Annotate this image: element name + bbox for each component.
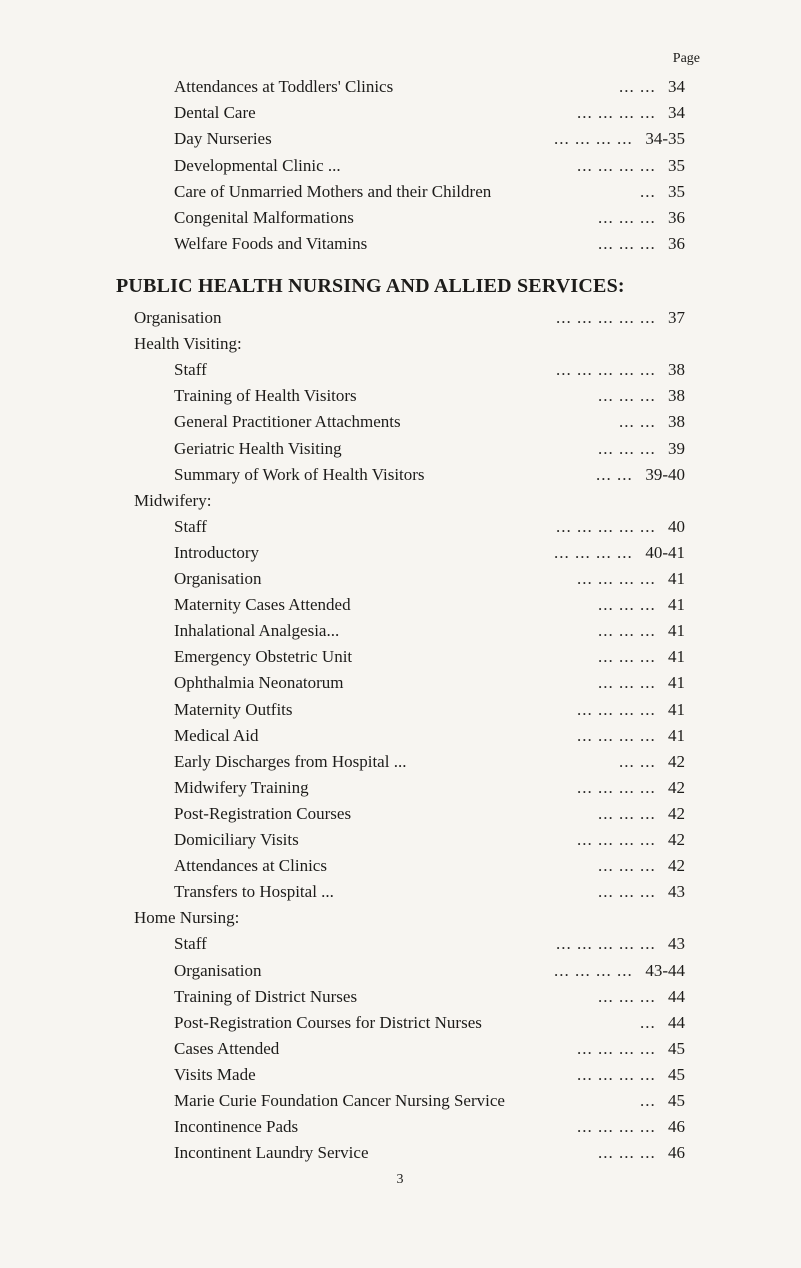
toc-entry bbox=[0, 74, 801, 100]
section-heading: PUBLIC HEALTH NURSING AND ALLIED SERVICES: bbox=[116, 275, 625, 297]
toc-leader-dots: ... ... ... ... ... bbox=[556, 934, 656, 954]
toc-entry-label: Training of District Nurses bbox=[174, 986, 358, 1006]
toc-subheading bbox=[0, 905, 801, 931]
toc-leader-dots: ... ... ... bbox=[598, 208, 656, 227]
toc-entry bbox=[0, 100, 801, 126]
toc-entry-label: Post-Registration Courses bbox=[174, 803, 352, 823]
toc-leader-dots: ... ... ... ... bbox=[577, 103, 656, 123]
toc-entry-label: Attendances at Clinics bbox=[174, 856, 327, 876]
toc-entry bbox=[0, 1088, 801, 1114]
page-column-label: Page bbox=[672, 51, 700, 66]
toc-leader-dots: ... bbox=[640, 1012, 656, 1032]
toc-entry-label: Day Nurseries bbox=[174, 129, 272, 149]
toc-page-number: 41 bbox=[668, 621, 685, 641]
toc-leader-dots: ... ... ... ... bbox=[554, 129, 633, 149]
toc-leader-dots: ... ... ... ... bbox=[577, 699, 656, 719]
toc-page-number: 35 bbox=[668, 181, 685, 201]
toc-entry-label: Developmental Clinic ... bbox=[174, 155, 341, 175]
toc-page-number: 34 bbox=[668, 103, 685, 123]
toc-subheading-label: Midwifery: bbox=[134, 490, 212, 510]
toc-page-number: 43 bbox=[668, 882, 685, 902]
toc-page-number: 46 bbox=[668, 1143, 685, 1163]
toc-entry bbox=[0, 205, 801, 231]
toc-entry bbox=[0, 749, 801, 775]
toc-page-number: 38 bbox=[668, 386, 685, 406]
toc-entry-label: Staff bbox=[174, 934, 207, 954]
toc-entry bbox=[0, 540, 801, 566]
toc-subheading-label: Health Visiting: bbox=[134, 334, 242, 354]
toc-entry-label: Transfers to Hospital ... bbox=[174, 882, 334, 902]
toc-entry bbox=[0, 409, 801, 435]
toc-entry bbox=[0, 697, 801, 723]
toc-leader-dots: ... ... bbox=[619, 412, 656, 432]
toc-page-number: 40-41 bbox=[645, 542, 685, 562]
toc-entry bbox=[0, 775, 801, 801]
toc-entry bbox=[0, 126, 801, 152]
toc-page-number: 38 bbox=[668, 360, 685, 380]
toc-leader-dots: ... ... ... ... bbox=[554, 960, 633, 980]
toc-entry-label: Staff bbox=[174, 516, 207, 536]
toc-entry-label: Midwifery Training bbox=[174, 777, 309, 797]
toc-entry bbox=[0, 958, 801, 984]
toc-page-number: 43-44 bbox=[645, 960, 685, 980]
toc-entry bbox=[0, 1010, 801, 1036]
toc-page-number: 45 bbox=[668, 1038, 685, 1058]
toc-page-number: 34-35 bbox=[645, 129, 685, 149]
toc-leader-dots: ... ... ... ... bbox=[577, 1064, 656, 1084]
toc-leader-dots: ... ... ... ... ... bbox=[556, 308, 656, 327]
toc-leader-dots: ... ... ... ... bbox=[554, 542, 633, 562]
toc-page-number: 45 bbox=[668, 1091, 685, 1110]
toc-entry-label: Welfare Foods and Vitamins bbox=[174, 234, 368, 254]
toc-leader-dots: ... ... ... bbox=[598, 856, 656, 876]
toc-entry bbox=[0, 827, 801, 853]
toc-entry bbox=[0, 1062, 801, 1088]
toc-leader-dots: ... ... bbox=[596, 464, 633, 484]
toc-page-number: 42 bbox=[668, 856, 685, 876]
toc-entry bbox=[0, 357, 801, 383]
toc-entry-label: Care of Unmarried Mothers and their Children bbox=[174, 181, 492, 201]
toc-page-number: 34 bbox=[668, 77, 685, 96]
toc-entry-label: Geriatric Health Visiting bbox=[174, 438, 342, 458]
toc-page-number: 45 bbox=[668, 1064, 685, 1084]
toc-leader-dots: ... ... ... bbox=[598, 438, 656, 458]
toc-leader-dots: ... ... ... ... ... bbox=[556, 516, 656, 536]
toc-leader-dots: ... ... ... ... ... bbox=[556, 360, 656, 380]
toc-leader-dots: ... ... ... ... bbox=[577, 569, 656, 588]
toc-entry-label: Organisation bbox=[174, 569, 262, 588]
toc-leader-dots: ... ... ... ... bbox=[577, 777, 656, 797]
toc-leader-dots: ... ... ... bbox=[598, 1143, 656, 1163]
toc-entry bbox=[0, 1140, 801, 1166]
toc-entry-label: Incontinence Pads bbox=[174, 1117, 299, 1137]
toc-leader-dots: ... ... ... ... bbox=[577, 1038, 656, 1058]
toc-entry bbox=[0, 723, 801, 749]
toc-entry bbox=[0, 592, 801, 618]
toc-page-number: 35 bbox=[668, 155, 685, 175]
toc-entry-label: Cases Attended bbox=[174, 1038, 280, 1058]
toc-entry bbox=[0, 179, 801, 205]
toc-leader-dots: ... ... ... bbox=[598, 595, 656, 615]
toc-page-number: 42 bbox=[668, 777, 685, 797]
toc-entry-label: Marie Curie Foundation Cancer Nursing Service bbox=[174, 1091, 505, 1110]
toc-page-number: 42 bbox=[668, 803, 685, 823]
toc-page-number: 37 bbox=[668, 308, 685, 327]
toc-entry-label: Training of Health Visitors bbox=[174, 386, 357, 406]
toc-entry-label: Maternity Outfits bbox=[174, 699, 293, 719]
toc-entry bbox=[0, 618, 801, 644]
toc-leader-dots: ... ... ... bbox=[598, 647, 656, 667]
toc-leader-dots: ... ... ... ... bbox=[577, 725, 656, 745]
toc-entry bbox=[0, 383, 801, 409]
toc-page-number: 41 bbox=[668, 569, 685, 588]
toc-entry bbox=[0, 801, 801, 827]
toc-leader-dots: ... ... ... bbox=[598, 986, 656, 1006]
toc-entry-label: Emergency Obstetric Unit bbox=[174, 647, 353, 667]
toc-entry-label: Ophthalmia Neonatorum bbox=[174, 673, 344, 693]
toc-entry-label: Introductory bbox=[174, 542, 259, 562]
toc-page-number: 39 bbox=[668, 438, 685, 458]
toc-leader-dots: ... ... ... ... bbox=[577, 830, 656, 849]
toc-entry bbox=[0, 879, 801, 905]
toc-page-number: 42 bbox=[668, 751, 685, 771]
toc-leader-dots: ... ... ... bbox=[598, 386, 656, 406]
toc-page-number: 41 bbox=[668, 647, 685, 667]
toc-entry-label: Maternity Cases Attended bbox=[174, 595, 351, 615]
toc-leader-dots: ... ... ... bbox=[598, 673, 656, 693]
toc-entry-label: Attendances at Toddlers' Clinics bbox=[174, 77, 394, 96]
toc-leader-dots: ... ... ... bbox=[598, 882, 656, 902]
toc-entry-label: Staff bbox=[174, 360, 207, 380]
toc-page-number: 42 bbox=[668, 830, 685, 849]
toc-page-number: 44 bbox=[668, 1012, 685, 1032]
toc-leader-dots: ... ... ... bbox=[598, 803, 656, 823]
toc-entry bbox=[0, 984, 801, 1010]
toc-entry bbox=[0, 670, 801, 696]
toc-leader-dots: ... bbox=[640, 1091, 656, 1110]
toc-entry-label: Early Discharges from Hospital ... bbox=[174, 751, 407, 771]
toc-entry-label: Incontinent Laundry Service bbox=[174, 1143, 369, 1163]
toc-page-number: 41 bbox=[668, 595, 685, 615]
toc-entry-label: Inhalational Analgesia... bbox=[174, 621, 340, 641]
toc-page-number: 44 bbox=[668, 986, 685, 1006]
toc-page-number: 36 bbox=[668, 234, 685, 254]
toc-entry bbox=[0, 514, 801, 540]
toc-entry bbox=[0, 931, 801, 957]
toc-entry bbox=[0, 566, 801, 592]
toc-entry-label: Dental Care bbox=[174, 103, 256, 123]
toc-page-number: 46 bbox=[668, 1117, 685, 1137]
toc-subheading bbox=[0, 331, 801, 357]
toc-entry-label: Visits Made bbox=[174, 1064, 256, 1084]
toc-entry bbox=[0, 644, 801, 670]
toc-page-number: 43 bbox=[668, 934, 685, 954]
toc-entry-label: Congenital Malformations bbox=[174, 208, 354, 227]
toc-entry bbox=[0, 436, 801, 462]
toc-page-number: 36 bbox=[668, 208, 685, 227]
toc-page-number: 39-40 bbox=[645, 464, 685, 484]
toc-page-number: 40 bbox=[668, 516, 685, 536]
toc-subheading bbox=[0, 488, 801, 514]
toc-entry bbox=[0, 1114, 801, 1140]
toc-page-number: 41 bbox=[668, 699, 685, 719]
toc-leader-dots: ... ... ... bbox=[598, 621, 656, 641]
toc-leader-dots: ... ... bbox=[619, 77, 656, 96]
toc-leader-dots: ... ... bbox=[619, 751, 656, 771]
toc-entry bbox=[0, 1036, 801, 1062]
toc-entry-label: Medical Aid bbox=[174, 725, 259, 745]
toc-page-number: 41 bbox=[668, 673, 685, 693]
toc-entry-label: Domiciliary Visits bbox=[174, 830, 299, 849]
toc-leader-dots: ... bbox=[640, 181, 656, 201]
toc-page-number: 41 bbox=[668, 725, 685, 745]
toc-page-number: 38 bbox=[668, 412, 685, 432]
toc-entry bbox=[0, 462, 801, 488]
toc-entry bbox=[0, 231, 801, 257]
toc-entry bbox=[0, 305, 801, 331]
toc-entry bbox=[0, 153, 801, 179]
toc-entry-label: Organisation bbox=[174, 960, 262, 980]
toc-leader-dots: ... ... ... ... bbox=[577, 155, 656, 175]
toc-leader-dots: ... ... ... ... bbox=[577, 1117, 656, 1137]
toc-entry-label: Organisation bbox=[134, 308, 222, 327]
toc-entry-label: Summary of Work of Health Visitors bbox=[174, 464, 425, 484]
toc-entry-label: General Practitioner Attachments bbox=[174, 412, 401, 432]
toc-entry bbox=[0, 853, 801, 879]
toc-subheading-label: Home Nursing: bbox=[134, 908, 240, 928]
toc-entry-label: Post-Registration Courses for District Nurses bbox=[174, 1012, 482, 1032]
page-number: 3 bbox=[396, 1172, 404, 1187]
toc-leader-dots: ... ... ... bbox=[598, 234, 656, 254]
